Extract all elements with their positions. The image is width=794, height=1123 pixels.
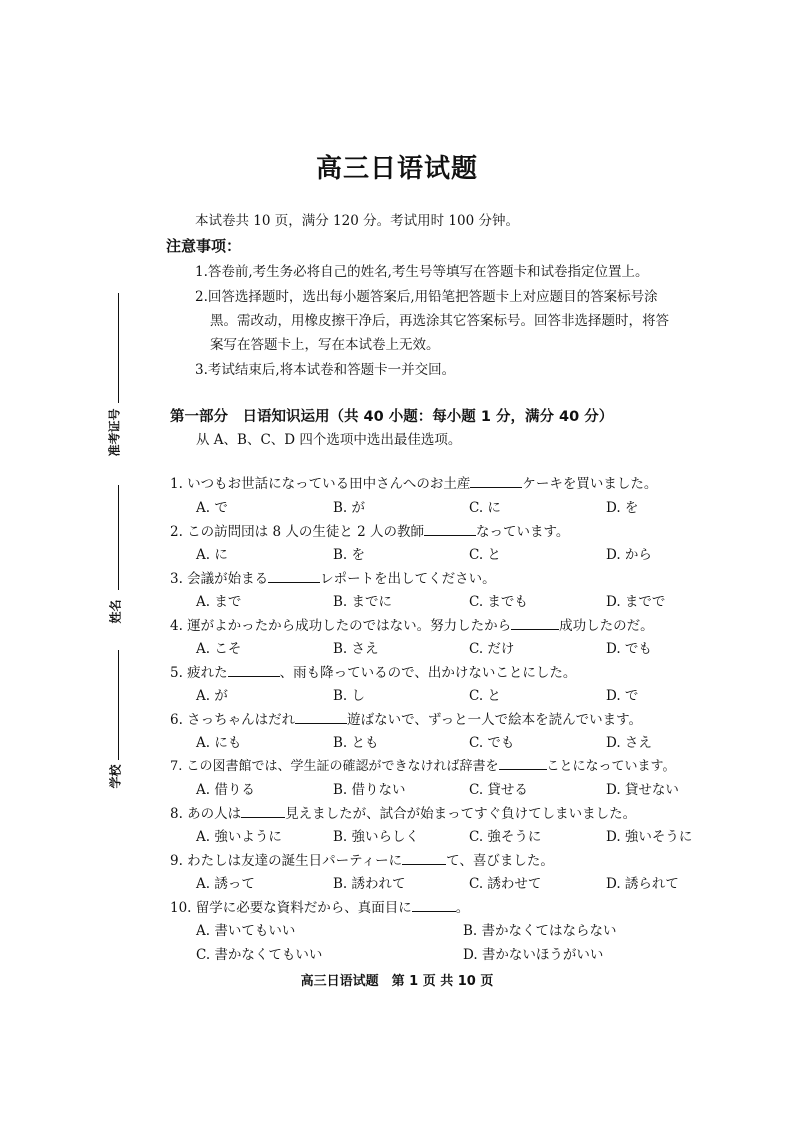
option-d: D. 強いそうに	[606, 829, 693, 845]
answer-blank	[424, 523, 476, 536]
question-3: 3. 会議が始まる レポートを出してください。	[170, 571, 496, 587]
option-b: B. 書かなくてはならない	[463, 923, 617, 939]
option-b: B. さえ	[333, 641, 379, 657]
option-b: B. までに	[333, 594, 393, 610]
option-d: D. 貸せない	[606, 782, 679, 798]
option-b: B. が	[333, 500, 366, 516]
page-title: 高三日语试题	[315, 154, 478, 184]
option-c: C. と	[469, 688, 501, 704]
option-a: A. で	[196, 500, 228, 516]
option-b: B. を	[333, 547, 366, 563]
option-b: B. 強いらしく	[333, 829, 420, 845]
exam-number-label: 准考证号	[107, 408, 122, 457]
option-c: C. 書かなくてもいい	[196, 947, 323, 963]
answer-blank	[295, 711, 347, 724]
option-a: A. 強いように	[196, 829, 282, 845]
option-c: C. と	[469, 547, 501, 563]
answer-blank	[228, 664, 280, 677]
question-5: 5. 疲れた 、雨も降っているので、出かけないことにした。	[170, 665, 577, 681]
option-d: D. を	[606, 500, 639, 516]
option-d: D. 書かないほうがいい	[463, 947, 604, 963]
option-c: C. 誘わせて	[469, 876, 542, 892]
school-label: 学校	[108, 764, 123, 789]
notice-heading: 注意事项：	[166, 237, 242, 255]
answer-blank	[268, 570, 320, 583]
option-a: A. まで	[196, 594, 242, 610]
question-4: 4. 運がよかったから成功したのではない。努力したから 成功したのだ。	[170, 618, 654, 634]
notice-line: 案写在答题卡上，写在本试卷上无效。	[210, 337, 440, 353]
part-one-instruction: 从 A、B、C、D 四个选项中选出最佳选项。	[196, 432, 462, 448]
option-a: A. 書いてもいい	[196, 923, 296, 939]
option-c: C. に	[469, 500, 501, 516]
page-footer: 高三日语试题 第 1 页 共 10 页	[300, 974, 494, 989]
option-d: D. でも	[606, 641, 652, 657]
option-a: A. 誘って	[196, 876, 255, 892]
option-c: C. 貸せる	[469, 782, 528, 798]
option-a: A. こそ	[196, 641, 242, 657]
option-d: D. から	[606, 547, 652, 563]
option-d: D. 誘られて	[606, 876, 679, 892]
option-b: B. し	[333, 688, 366, 704]
question-7: 7. この図書館では、学生証の確認ができなければ辞書を ことになっています。	[170, 759, 676, 774]
exam-number-line	[118, 293, 119, 403]
notice-line: 黑。需改动，用橡皮擦干净后，再选涂其它答案标号。回答非选择题时，将答	[210, 313, 669, 329]
option-b: B. とも	[333, 735, 379, 751]
option-d: D. さえ	[606, 735, 652, 751]
school-line	[118, 650, 119, 760]
name-line	[118, 485, 119, 590]
option-d: D. までで	[606, 594, 666, 610]
notice-line: 3.考试结束后,将本试卷和答题卡一并交回。	[195, 362, 456, 378]
answer-blank	[241, 805, 285, 818]
option-d: D. で	[606, 688, 639, 704]
question-1: 1. いつもお世話になっている田中さんへのお土産 ケーキを買いました。	[170, 476, 658, 492]
answer-blank	[412, 899, 456, 912]
exam-intro: 本试卷共 10 页，满分 120 分。考试用时 100 分钟。	[195, 213, 519, 229]
option-b: B. 借りない	[333, 782, 406, 798]
question-8: 8. あの人は 見えましたが、試合が始まってすぐ負けてしまいました。	[170, 806, 637, 822]
option-a: A. に	[196, 547, 228, 563]
option-c: C. だけ	[469, 641, 515, 657]
notice-line: 2.回答选择题时，选出每小题答案后,用铅笔把答题卡上对应题目的答案标号涂	[195, 289, 658, 305]
option-a: A. 借りる	[196, 782, 255, 798]
option-a: A. が	[196, 688, 228, 704]
option-c: C. でも	[469, 735, 515, 751]
question-10: 10. 留学に必要な資料だから、真面目に 。	[170, 900, 470, 916]
option-c: C. 強そうに	[469, 829, 542, 845]
answer-blank	[499, 757, 547, 770]
option-c: C. までも	[469, 594, 528, 610]
option-a: A. にも	[196, 735, 242, 751]
question-6: 6. さっちゃんはだれ 遊ばないで、ずっと一人で絵本を読んでいます。	[170, 712, 643, 728]
name-label: 姓名	[108, 599, 123, 624]
option-b: B. 誘われて	[333, 876, 406, 892]
answer-blank	[402, 852, 446, 865]
answer-blank	[470, 475, 522, 488]
question-9: 9. わたしは友達の誕生日パーティーに て、喜びました。	[170, 853, 554, 869]
part-one-heading: 第一部分 日语知识运用（共 40 小题：每小题 1 分，满分 40 分）	[170, 409, 614, 425]
notice-line: 1.答卷前,考生务必将自己的姓名,考生号等填写在答题卡和试卷指定位置上。	[195, 264, 649, 280]
question-2: 2. この訪問団は 8 人の生徒と 2 人の教師 なっています。	[170, 524, 570, 540]
answer-blank	[511, 617, 559, 630]
